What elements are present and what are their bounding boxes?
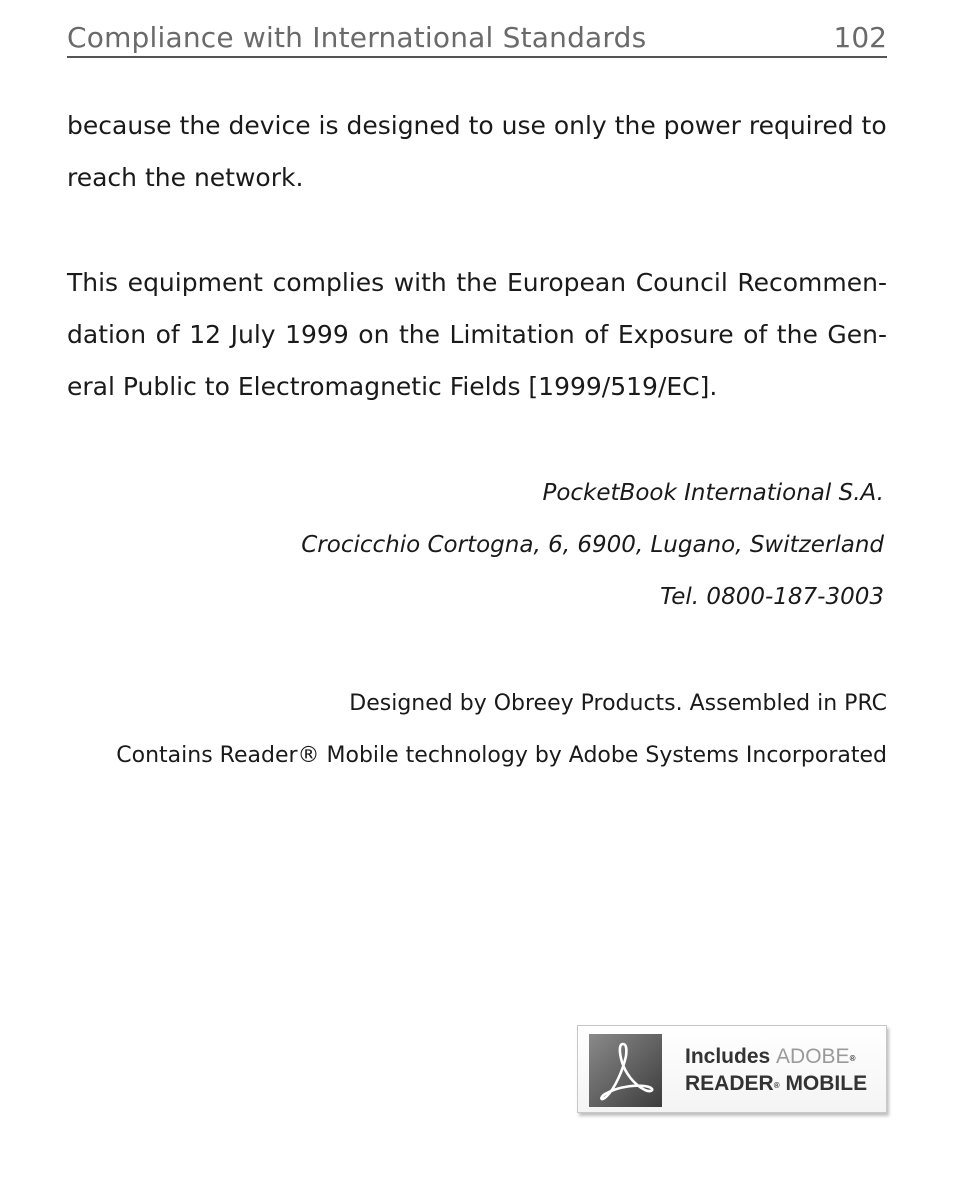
section-title: Compliance with International Standards	[67, 21, 647, 54]
company-address: Crocicchio Cortogna, 6, 6900, Lugano, Switzerland	[301, 532, 884, 558]
paragraph-line: eral Public to Electromagnetic Fields [1999/519/EC].	[67, 372, 718, 401]
badge-mobile: MOBILE	[785, 1072, 868, 1095]
badge-text: Includes ADOBE® READER® MOBILE	[685, 1045, 868, 1095]
credits-block	[67, 678, 887, 782]
paragraph-line: because the device is designed to use only the power required to	[67, 111, 887, 140]
contact-block	[64, 467, 884, 623]
badge-includes: Includes	[685, 1045, 771, 1068]
adobe-credit-text: Contains Reader® Mobile technology by Adobe Systems Incorporated	[116, 743, 887, 768]
company-phone: Tel. 0800-187-3003	[660, 584, 884, 610]
badge-reader: READER	[685, 1072, 774, 1095]
adobe-reader-icon	[589, 1034, 662, 1107]
adobe-reader-badge	[577, 1025, 887, 1113]
paragraph-power	[67, 100, 887, 204]
paragraph-line: This equipment complies with the European Council Recommen-	[67, 268, 887, 297]
page-header	[67, 18, 887, 58]
badge-adobe: ADOBE	[776, 1045, 850, 1068]
designed-by-text: Designed by Obreey Products. Assembled in PRC	[349, 691, 887, 716]
paragraph-line: dation of 12 July 1999 on the Limitation of Exposure of the Gen-	[67, 320, 887, 349]
paragraph-compliance	[67, 257, 887, 413]
paragraph-line: reach the network.	[67, 163, 304, 192]
company-name: PocketBook International S.A.	[542, 480, 884, 506]
page-number: 102	[833, 21, 887, 54]
